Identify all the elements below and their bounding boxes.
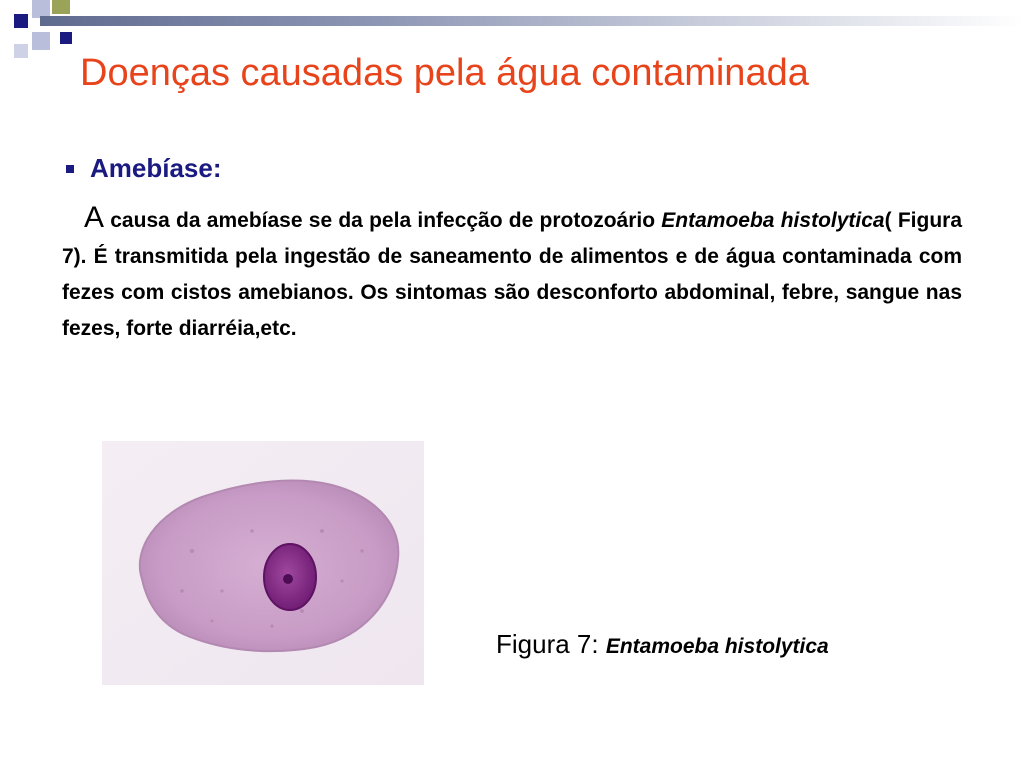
deco-square-navy — [60, 32, 72, 44]
deco-square-olive — [52, 0, 70, 14]
species-name: Entamoeba histolytica — [661, 209, 885, 232]
slide-title: Doenças causadas pela água contaminada — [80, 52, 809, 94]
paragraph-initial: A — [84, 201, 105, 234]
caption-species: Entamoeba histolytica — [605, 635, 829, 658]
title-bar — [40, 16, 1024, 26]
deco-square-light — [32, 32, 50, 50]
nucleolus — [283, 574, 293, 584]
bullet-label: Amebíase: — [90, 153, 222, 183]
caption-prefix: Figura 7: — [496, 629, 606, 659]
amoeba-micrograph — [102, 441, 424, 685]
figure-caption — [496, 629, 829, 660]
body-paragraph — [62, 200, 962, 347]
square-bullet-icon — [66, 165, 74, 173]
bullet-item — [66, 153, 222, 184]
deco-square-navy — [14, 14, 28, 28]
paragraph-text-1: causa da amebíase se da pela infecção de protozoário — [104, 209, 662, 232]
slide-decoration — [0, 0, 1024, 60]
paragraph-text-2: ( Figura 7). É transmitida pela ingestão de saneamento de alimentos e de água contaminada com fezes com cistos amebianos. Os sintomas são desconforto abdominal, febre, sangue nas fezes, forte diarréia,etc. — [62, 209, 962, 340]
deco-square-light — [14, 44, 28, 58]
